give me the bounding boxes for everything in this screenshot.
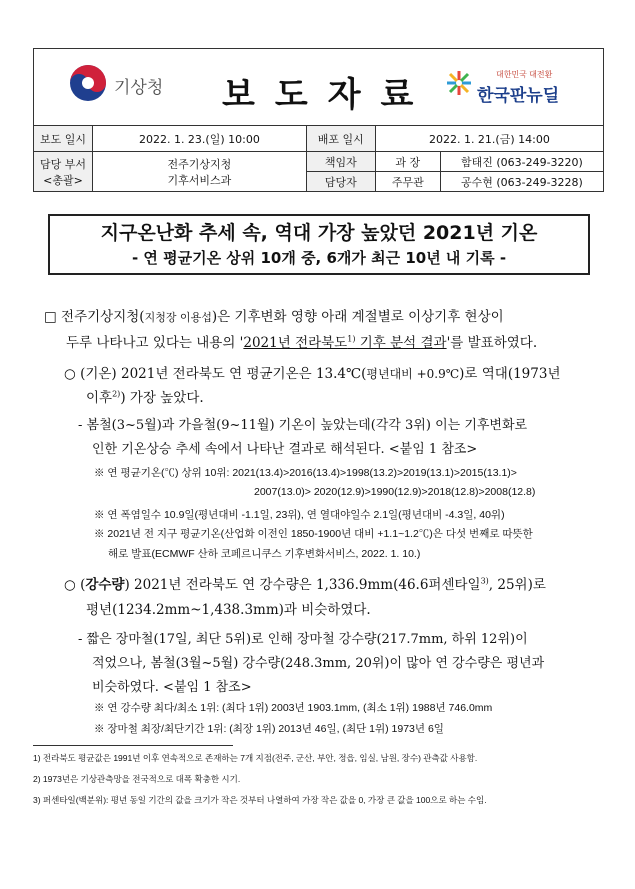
temp-line-2 [86, 386, 204, 406]
dept-label: 담당 부서 [39, 157, 86, 171]
rain-line-2: 평년(1234.2mm~1,438.3mm)과 비슷하였다. [86, 602, 371, 618]
rain-1a: ○ ( [64, 577, 86, 593]
heat-line: ※ 연 폭염일수 10.9일(평년대비 -1.1일, 23위), 연 열대야일수 2.1일(평년대비 -4.3일, 40위) [94, 509, 505, 521]
temp-1c: )로 역대(1973년 [459, 366, 561, 382]
intro-line-2 [66, 331, 537, 351]
rain-1e: , 25위)로 [488, 577, 546, 593]
staff-label: 담당자 [306, 172, 375, 192]
intro-2c: 1) [347, 334, 356, 344]
intro-1c: )은 기후변화 영향 아래 계절별로 이상기후 현상이 [211, 309, 504, 325]
doc-title: 보도자료 [222, 75, 434, 115]
footnote-divider [33, 745, 233, 746]
headline-sub: - 연 평균기온 상위 10개 중, 6개가 최근 10년 내 기록 - [131, 249, 507, 267]
dept-label-cell [34, 152, 93, 192]
dept-value-cell [93, 152, 307, 192]
global-line-2: 해로 발표(ECMWF 산하 코페르니쿠스 기후변화서비스, 2022. 1. 10.) [108, 548, 421, 560]
temp-line-1 [64, 362, 561, 382]
monsoon-line-3: 비슷하였다. <붙임 1 참조> [92, 680, 252, 695]
header-logo-row [34, 49, 604, 126]
rain-line-1 [64, 573, 546, 593]
headline-main: 지구온난화 추세 속, 역대 가장 높았던 2021년 기온 [100, 222, 538, 244]
staff-role: 주무관 [375, 172, 440, 192]
temp-1a: ○ (기온) 2021년 전라북도 연 평균기온은 13.4℃( [64, 366, 367, 382]
temp-1b: 평년대비 +0.9℃ [366, 367, 460, 381]
monsoon-line-2: 적었으나, 봄철(3월~5월) 강수량(248.3mm, 20위)이 많아 연 강수량은 평년과 [92, 656, 545, 671]
brand-small: 대한민국 대전환 [496, 70, 553, 79]
intro-2e: '를 발표하였다. [446, 335, 538, 351]
distribute-time-value: 2022. 1. 21.(금) 14:00 [375, 126, 603, 152]
temp-2c: ) 가장 높았다. [120, 390, 204, 406]
press-header-table [33, 48, 604, 192]
rain-record-line-1: ※ 연 강수량 최다/최소 1위: (최다 1위) 2003년 1903.1mm, (최소 1위) 1988년 746.0mm [94, 702, 493, 714]
footnote-3: 3) 퍼센타일(백분위): 평년 동일 기간의 값을 크기가 작은 것부터 나열하여 가장 작은 값을 0, 가장 큰 값을 100으로 하는 수임. [33, 795, 487, 805]
temp-2b: 2) [112, 389, 121, 399]
global-line-1: ※ 2021년 전 지구 평균기온(산업화 이전인 1850-1900년 대비 +1.1~1.2℃)은 다섯 번째로 따뜻한 [94, 528, 533, 540]
intro-line-1 [44, 305, 504, 325]
new-deal-logo-icon [445, 69, 473, 97]
headline-box [48, 214, 590, 275]
monsoon-line-1: - 짧은 장마철(17일, 최단 5위)로 인해 장마철 강수량(217.7mm, 하위 12위)이 [78, 632, 528, 647]
responsible-role: 과 장 [375, 152, 440, 172]
distribute-time-label: 배포 일시 [306, 126, 375, 152]
rain-record-line-2: ※ 장마철 최장/최단기간 1위: (최장 1위) 2013년 46일, (최단 1위) 1973년 6일 [94, 723, 444, 735]
intro-1b: 지청장 이용섭 [144, 311, 212, 324]
dept-sub-label: <총괄> [43, 173, 83, 187]
footnote-1: 1) 전라북도 평균값은 1991년 이후 연속적으로 존재하는 7개 지점(전주, 군산, 부안, 정읍, 임실, 남원, 장수) 관측값 사용함. [33, 753, 478, 763]
intro-2a: 두루 나타나고 있다는 내용의 ' [66, 335, 244, 351]
footnote-2: 2) 1973년은 기상관측망을 전국적으로 대폭 확충한 시기. [33, 774, 241, 784]
responsible-label: 책임자 [306, 152, 375, 172]
report-time-label: 보도 일시 [34, 126, 93, 152]
temp-2a: 이후 [86, 390, 113, 406]
intro-2b: 2021년 전라북도 [243, 335, 348, 351]
rank-line-2: 2007(13.0)> 2020(12.9)>1990(12.9)>2018(12.8)>2008(12.8) [254, 486, 536, 498]
kma-logo-icon [68, 63, 108, 103]
rain-1b: 강수량 [85, 577, 125, 593]
brand-name: 한국판뉴딜 [477, 86, 560, 105]
staff-name: 공수현 (063-249-3228) [440, 172, 603, 192]
rain-1c: ) 2021년 전라북도 연 강수량은 1,336.9mm(46.6퍼센타일 [124, 577, 481, 593]
responsible-name: 함태진 (063-249-3220) [440, 152, 603, 172]
season-line-2: 인한 기온상승 추세 속에서 나타난 결과로 해석된다. <붙임 1 참조> [92, 442, 478, 457]
intro-1a: □ 전주기상지청( [44, 309, 145, 325]
rain-1d: 3) [480, 576, 489, 586]
report-time-value: 2022. 1. 23.(일) 10:00 [93, 126, 307, 152]
season-line-1: - 봄철(3~5월)과 가을철(9~11월) 기온이 높았는데(각각 3위) 이는 기후변화로 [78, 418, 528, 433]
dept-value-1: 전주기상지청 [167, 157, 232, 171]
dept-value-2: 기후서비스과 [167, 173, 232, 187]
rank-line-1: ※ 연 평균기온(℃) 상위 10위: 2021(13.4)>2016(13.4)>1998(13.2)>2019(13.1)>2015(13.1)> [94, 467, 517, 479]
intro-2d: 기후 분석 결과 [355, 335, 447, 351]
agency-name: 기상청 [114, 78, 164, 97]
